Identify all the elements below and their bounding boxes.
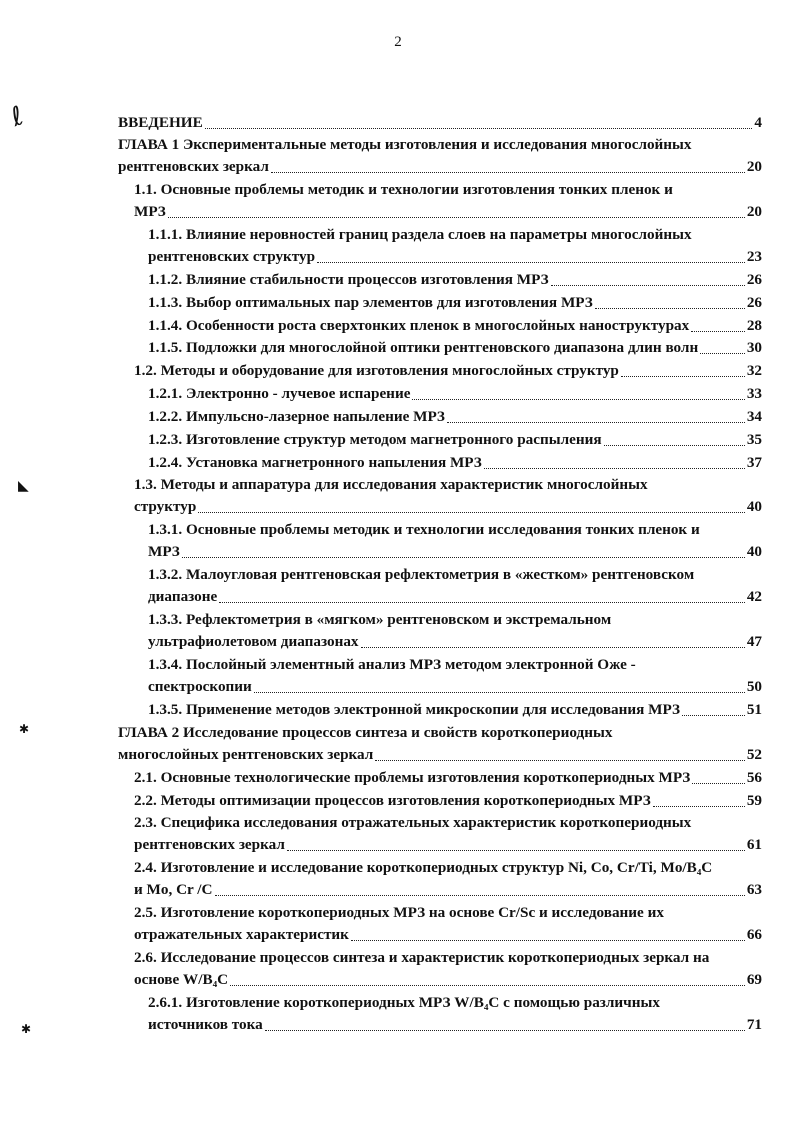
dot-leader (317, 262, 745, 263)
toc-entry-continuation: ультрафиолетовом диапазонах (148, 633, 359, 650)
toc-entry-title: 2.6.1. Изготовление короткопериодных МРЗ W/B₄C с помощью различных (148, 994, 660, 1011)
toc-page-number: 34 (746, 408, 762, 425)
dot-leader (205, 128, 753, 129)
toc-entry (118, 722, 762, 766)
toc-page-number: 37 (746, 454, 762, 471)
toc-entry (148, 564, 762, 608)
toc-page-number: 30 (746, 339, 762, 356)
toc-page-number: 20 (746, 203, 762, 220)
margin-speck-icon: ✱ (21, 1022, 32, 1036)
toc-entry (118, 134, 762, 178)
toc-page-number: 56 (746, 769, 762, 786)
toc-entry-continuation: многослойных рентгеновских зеркал (118, 746, 374, 763)
dot-leader (351, 940, 745, 941)
toc-page-number: 32 (746, 362, 762, 379)
toc-entry-title: ГЛАВА 2 Исследование процессов синтеза и свойств короткопериодных (118, 724, 613, 741)
dot-leader (604, 445, 745, 446)
toc-entry-title: 1.1.2. Влияние стабильности процессов изготовления МРЗ (148, 271, 549, 288)
toc-page-number: 33 (746, 385, 762, 402)
toc-page-number: 69 (746, 971, 762, 988)
toc-entry-title: 1.3.2. Малоугловая рентгеновская рефлектометрия в «жестком» рентгеновском (148, 566, 695, 583)
toc-entry-title: 2.2. Методы оптимизации процессов изготовления короткопериодных МРЗ (134, 792, 651, 809)
toc-page-number: 47 (746, 633, 762, 650)
toc-entry (148, 654, 762, 698)
toc-page-number: 26 (746, 294, 762, 311)
toc-entry (134, 360, 762, 382)
dot-leader (621, 376, 745, 377)
toc-page-number: 35 (746, 431, 762, 448)
toc-entry-title: 1.2. Методы и оборудование для изготовления многослойных структур (134, 362, 619, 379)
toc-entry-title: 1.3.4. Послойный элементный анализ МРЗ методом электронной Оже - (148, 656, 636, 673)
toc-entry-title: 1.3.5. Применение методов электронной микроскопии для исследования МРЗ (148, 701, 680, 718)
toc-entry (148, 292, 762, 314)
dot-leader (551, 285, 745, 286)
toc-entry-title: 2.3. Специфика исследования отражательных характеристик короткопериодных (134, 814, 692, 831)
dot-leader (182, 557, 745, 558)
dot-leader (412, 399, 744, 400)
dot-leader (692, 783, 744, 784)
toc-entry-title: 2.6. Исследование процессов синтеза и характеристик короткопериодных зеркал на (134, 949, 710, 966)
toc-entry (148, 406, 762, 428)
toc-entry (134, 902, 762, 946)
toc-entry (134, 767, 762, 789)
dot-leader (653, 806, 745, 807)
toc-entry (148, 452, 762, 474)
dot-leader (691, 331, 745, 332)
toc-entry-title: 1.3. Методы и аппаратура для исследования характеристик многослойных (134, 476, 648, 493)
toc-entry-continuation: МРЗ (148, 543, 180, 560)
toc-entry (134, 947, 762, 991)
toc-entry-title: ГЛАВА 1 Экспериментальные методы изготовления и исследования многослойных (118, 136, 692, 153)
dot-leader (198, 512, 745, 513)
toc-entry-title: 1.1.4. Особенности роста сверхтонких пленок в многослойных наноструктурах (148, 317, 690, 334)
toc-entry-continuation: диапазоне (148, 588, 218, 605)
toc-entry (118, 112, 762, 134)
dot-leader (447, 422, 745, 423)
toc-entry-continuation: и Mo, Cr /C (134, 881, 213, 898)
toc-entry-continuation: спектроскопии (148, 678, 252, 695)
toc-entry (134, 474, 762, 518)
dot-leader (682, 715, 745, 716)
dot-leader (361, 647, 745, 648)
margin-speck-icon: ✱ (19, 722, 30, 736)
margin-mark-icon: ℓ (7, 101, 28, 133)
toc-page-number: 40 (746, 543, 762, 560)
dot-leader (219, 602, 745, 603)
toc-entry (134, 857, 762, 901)
toc-page-number: 63 (746, 881, 762, 898)
toc-entry (148, 519, 762, 563)
toc-page-number: 40 (746, 498, 762, 515)
toc-page-number: 51 (746, 701, 762, 718)
toc-page-number: 42 (746, 588, 762, 605)
dot-leader (375, 760, 745, 761)
toc-page-number: 20 (746, 158, 762, 175)
dot-leader (271, 172, 745, 173)
toc-entry-continuation: источников тока (148, 1016, 263, 1033)
toc-page-number: 66 (746, 926, 762, 943)
toc-entry (148, 383, 762, 405)
toc-page-number: 26 (746, 271, 762, 288)
page-number: 2 (394, 34, 402, 50)
toc-entry-title: 1.2.3. Изготовление структур методом магнетронного распыления (148, 431, 602, 448)
toc-entry-title: 1.1.3. Выбор оптимальных пар элементов для изготовления МРЗ (148, 294, 593, 311)
toc-entry (148, 337, 762, 359)
toc-entry-continuation: отражательных характеристик (134, 926, 349, 943)
toc-entry (148, 224, 762, 268)
toc-entry (134, 812, 762, 856)
toc-entry-continuation: основе W/B₄C (134, 971, 229, 988)
toc-page-number: 71 (746, 1016, 762, 1033)
toc-page-number: 59 (746, 792, 762, 809)
toc-page-number: 28 (746, 317, 762, 334)
toc-entry-title: 1.1. Основные проблемы методик и технологии изготовления тонких пленок и (134, 181, 673, 198)
toc-entry (148, 609, 762, 653)
toc-page-number: 61 (746, 836, 762, 853)
toc-page-number: 50 (746, 678, 762, 695)
toc-entry-title: 1.1.1. Влияние неровностей границ раздела слоев на параметры многослойных (148, 226, 692, 243)
toc-entry-title: 1.3.1. Основные проблемы методик и технологии исследования тонких пленок и (148, 521, 700, 538)
toc-entry-title: 2.4. Изготовление и исследование короткопериодных структур Ni, Co, Cr/Ti, Mo/B₄C (134, 859, 713, 876)
toc-page-number: 23 (746, 248, 762, 265)
dot-leader (700, 353, 745, 354)
toc-entry-title: ВВЕДЕНИЕ (118, 114, 203, 131)
toc-entry (148, 699, 762, 721)
toc-entry-continuation: рентгеновских зеркал (118, 158, 269, 175)
dot-leader (287, 850, 745, 851)
toc-entry-title: 1.1.5. Подложки для многослойной оптики рентгеновского диапазона длин волн (148, 339, 699, 356)
toc-entry (148, 992, 762, 1036)
toc-entry-title: 1.2.2. Импульсно-лазерное напыление МРЗ (148, 408, 445, 425)
dot-leader (484, 468, 745, 469)
toc-page-number: 52 (746, 746, 762, 763)
dot-leader (595, 308, 745, 309)
toc-entry (134, 790, 762, 812)
dot-leader (168, 217, 745, 218)
toc-page-number: 4 (754, 114, 762, 131)
toc-entry-title: 2.5. Изготовление короткопериодных МРЗ на основе Cr/Sc и исследование их (134, 904, 664, 921)
dot-leader (265, 1030, 745, 1031)
toc-entry-title: 1.2.1. Электронно - лучевое испарение (148, 385, 411, 402)
dot-leader (215, 895, 745, 896)
toc-entry-title: 2.1. Основные технологические проблемы изготовления короткопериодных МРЗ (134, 769, 691, 786)
toc-entry (148, 429, 762, 451)
toc-entry-title: 1.2.4. Установка магнетронного напыления МРЗ (148, 454, 482, 471)
toc-entry (148, 315, 762, 337)
toc-entry-continuation: рентгеновских зеркал (134, 836, 285, 853)
toc-entry (134, 179, 762, 223)
dot-leader (230, 985, 745, 986)
toc-entry-title: 1.3.3. Рефлектометрия в «мягком» рентгеновском и экстремальном (148, 611, 612, 628)
margin-speck-icon: ◣ (18, 478, 29, 494)
toc-entry-continuation: рентгеновских структур (148, 248, 316, 265)
toc-entry (148, 269, 762, 291)
toc-entry-continuation: структур (134, 498, 197, 515)
dot-leader (254, 692, 745, 693)
toc-entry-continuation: МРЗ (134, 203, 166, 220)
